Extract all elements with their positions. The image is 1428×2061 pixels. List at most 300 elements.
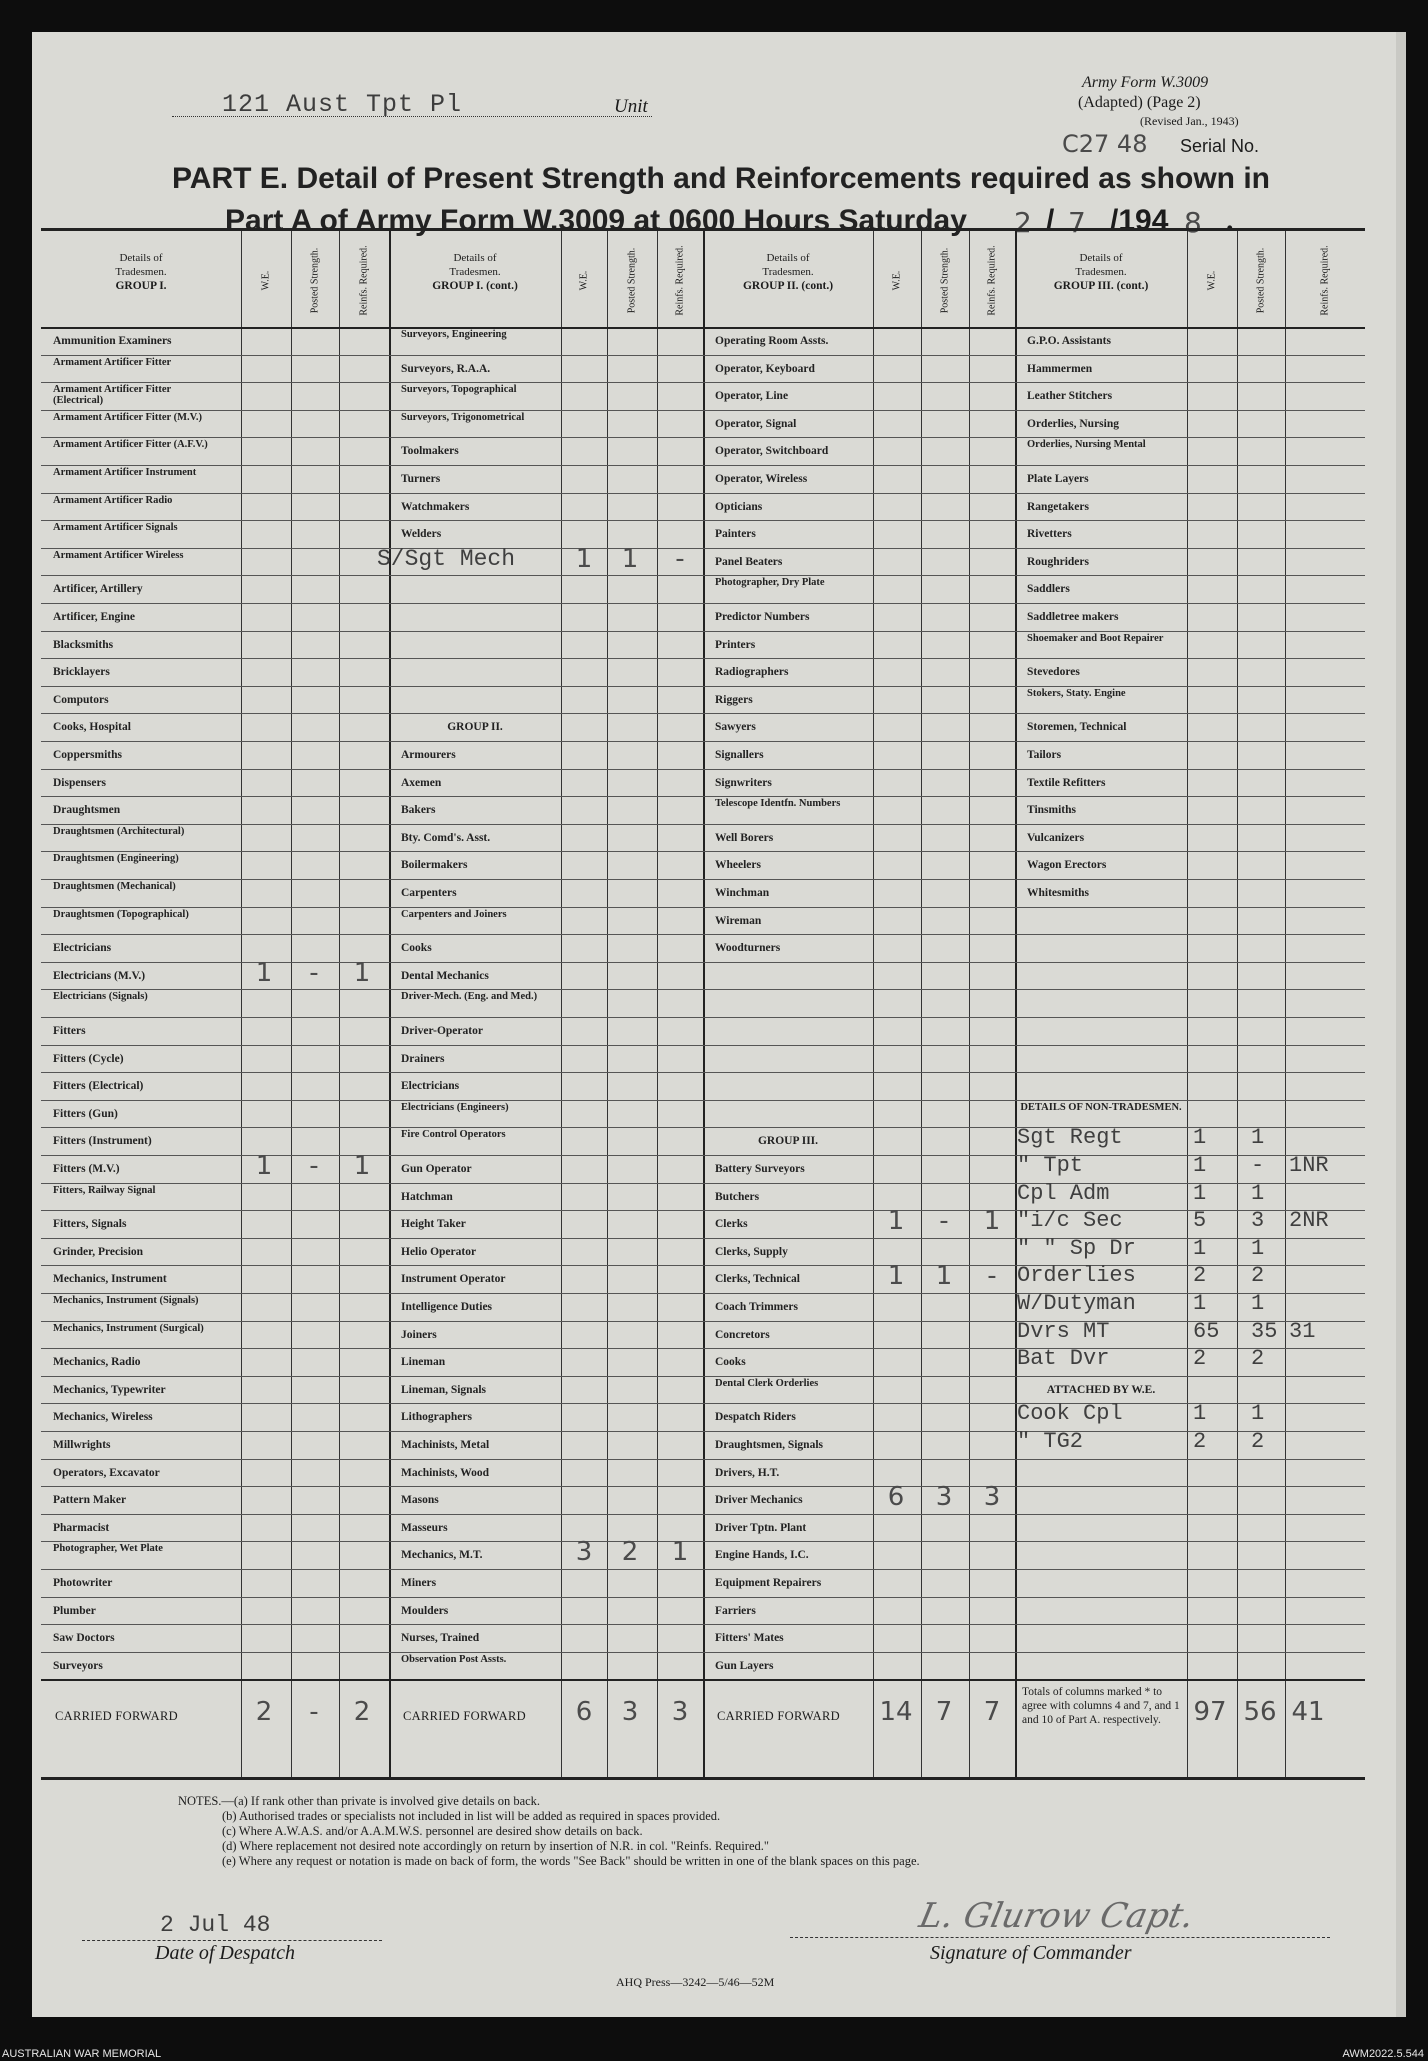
row-rule <box>41 465 1365 466</box>
row-rule <box>41 437 1365 438</box>
header-posted-text: Posted Strength. <box>626 247 638 313</box>
row-rule <box>41 1072 1365 1073</box>
non-tradesman-posted: - <box>1251 1153 1265 1178</box>
form-revised: (Revised Jan., 1943) <box>1140 114 1239 128</box>
row-label: Lineman, Signals <box>401 1383 486 1396</box>
carried-col2-we: 6 <box>575 1697 593 1728</box>
non-tradesman-posted: 3 <box>1251 1208 1265 1234</box>
attached-we: 2 <box>1193 1429 1207 1454</box>
row-label: Wheelers <box>715 859 761 872</box>
row-label: Intelligence Duties <box>401 1301 493 1313</box>
header-rule <box>41 327 1365 329</box>
row-rule <box>41 493 1365 494</box>
header-reinfs-text: Reinfs. Required. <box>358 244 370 316</box>
non-tradesman-we: 1 <box>1193 1125 1207 1151</box>
row-label: Driver Tptn. Plant <box>715 1521 807 1534</box>
row-label: Armament Artificer Fitter (M.V.) <box>53 411 202 423</box>
row-label: Fitters (Electrical) <box>53 1080 144 1093</box>
header-we-text: W.E. <box>260 270 272 290</box>
row-label: Clerks, Supply <box>715 1245 788 1258</box>
header-reinfs <box>657 237 703 323</box>
row-label: Mechanics, Radio <box>53 1356 141 1369</box>
row-label: Winchman <box>715 887 770 899</box>
row-label: Tailors <box>1027 749 1062 761</box>
row-label: Operator, Signal <box>715 417 797 430</box>
non-tradesman-we: 1 <box>1193 1180 1207 1206</box>
driver-mechanics-we: 6 <box>887 1482 905 1513</box>
row-label: Well Borers <box>715 831 774 844</box>
header-group: GROUP I. <box>115 280 167 292</box>
row-label: Electricians <box>53 942 112 955</box>
row-label: Armament Artificer Radio <box>53 494 173 506</box>
non-tradesman-we: 2 <box>1193 1346 1207 1372</box>
column-rule <box>703 231 705 1777</box>
row-label: Surveyors, R.A.A. <box>401 362 491 375</box>
row-rule <box>41 796 1365 797</box>
row-label: Mechanics, Instrument (Surgical) <box>53 1322 204 1334</box>
row-label: Operator, Line <box>715 390 789 403</box>
column-header-2 <box>389 231 561 321</box>
carried-forward-label-3: CARRIED FORWARD <box>717 1709 840 1724</box>
row-rule <box>41 1569 1365 1570</box>
form-number: Army Form W.3009 <box>1082 74 1209 91</box>
non-tradesman-posted: 1 <box>1251 1125 1265 1151</box>
row-label: Wagon Erectors <box>1027 859 1107 872</box>
row-rule <box>41 1210 1365 1211</box>
row-label: Carpenters and Joiners <box>401 908 507 920</box>
row-rule <box>41 1017 1365 1018</box>
attached-posted: 1 <box>1251 1401 1265 1427</box>
row-rule <box>41 1403 1365 1404</box>
header-we-text: W.E. <box>891 270 903 290</box>
non-tradesman-label: Cpl Adm <box>1017 1180 1110 1206</box>
row-label: Operator, Keyboard <box>715 362 815 375</box>
row-label: Plate Layers <box>1027 473 1089 485</box>
row-rule <box>41 1321 1365 1322</box>
clerks-posted: - <box>939 1206 949 1237</box>
row-label: Artificer, Artillery <box>53 583 143 596</box>
row-rule <box>41 1541 1365 1542</box>
row-label: Mechanics, Typewriter <box>53 1383 166 1396</box>
note-line: (b) Authorised trades or specialists not included in list will be added as required in spaces provided. <box>222 1809 721 1823</box>
form-title-line-2: Part A of Army Form W.3009 at 0600 Hours Saturday <box>225 204 967 237</box>
non-tradesman-we: 1 <box>1193 1153 1207 1178</box>
note-line: (d) Where replacement not desired note accordingly on return by insertion of N.R. in col. "Reinfs. Required." <box>222 1839 769 1853</box>
non-tradesman-label: Dvrs MT <box>1017 1318 1110 1344</box>
column-rule <box>1285 231 1286 1777</box>
row-label: Draughtsmen (Mechanical) <box>53 881 176 892</box>
row-label: Lithographers <box>401 1411 472 1424</box>
row-label: Opticians <box>715 500 763 513</box>
row-label: Surveyors <box>53 1659 103 1672</box>
date-dot: . <box>1226 204 1234 237</box>
header-posted <box>921 237 969 323</box>
electricians-mv-reinfs: 1 <box>353 957 371 988</box>
row-rule <box>41 1183 1365 1184</box>
row-label: Rivetters <box>1027 528 1072 541</box>
non-tradesman-reinfs: 1NR <box>1289 1153 1329 1178</box>
column-rule <box>389 231 391 1777</box>
row-label: Photographer, Dry Plate <box>715 577 825 589</box>
row-label: Clerks <box>715 1218 748 1231</box>
clerks-reinfs: 1 <box>983 1206 1001 1237</box>
row-rule <box>41 575 1365 576</box>
row-label: Signallers <box>715 749 764 761</box>
row-label: Surveyors, Engineering <box>401 329 507 340</box>
row-label: Bricklayers <box>53 666 110 679</box>
row-label: Grinder, Precision <box>53 1245 144 1258</box>
clerks-we: 1 <box>887 1206 905 1237</box>
row-label: Machinists, Wood <box>401 1466 489 1479</box>
row-label: Fitters (M.V.) <box>53 1163 120 1175</box>
note-line: NOTES.—(a) If rank other than private is involved give details on back. <box>178 1794 541 1808</box>
row-label: Mechanics, Instrument <box>53 1273 167 1286</box>
note-line: (c) Where A.W.A.S. and/or A.A.M.W.S. personnel are desired show details on back. <box>222 1824 643 1838</box>
row-rule <box>41 879 1365 880</box>
note-line: (e) Where any request or notation is made on back of form, the words "See Back" should be written in one of the blank spaces on this page. <box>222 1854 920 1868</box>
carried-col2-posted: 3 <box>621 1697 639 1728</box>
row-label: Orderlies, Nursing Mental <box>1027 439 1146 451</box>
date-separator: / <box>1046 204 1055 237</box>
row-label: Hammermen <box>1027 362 1093 375</box>
non-tradesman-label: W/Dutyman <box>1017 1291 1136 1316</box>
row-label: Stevedores <box>1027 666 1080 679</box>
header-tradesmen: Tradesmen. <box>762 266 814 278</box>
header-reinfs <box>339 237 389 323</box>
row-label: Nurses, Trained <box>401 1632 480 1645</box>
row-rule <box>41 989 1365 990</box>
row-label: Mechanics, M.T. <box>401 1549 483 1562</box>
row-label: ATTACHED BY W.E. <box>1046 1383 1156 1396</box>
archive-credit: AUSTRALIAN WAR MEMORIAL <box>2 2048 162 2060</box>
row-label: Operating Room Assts. <box>715 335 829 347</box>
row-label: Height Taker <box>401 1218 466 1231</box>
sgt-mech-we: 1 <box>575 543 593 574</box>
archive-reference: AWM2022.5.544 <box>1342 2048 1424 2060</box>
row-label: Stokers, Staty. Engine <box>1027 687 1126 699</box>
row-rule <box>41 1376 1365 1377</box>
header-tradesmen: Tradesmen. <box>115 266 167 278</box>
row-label: Armament Artificer Fitter (A.F.V.) <box>53 439 208 451</box>
row-label: Tinsmiths <box>1027 804 1077 817</box>
row-rule <box>41 824 1365 825</box>
header-posted-text: Posted Strength. <box>939 247 951 313</box>
total-posted: 56 <box>1243 1697 1277 1728</box>
header-we-text: W.E. <box>1206 270 1218 290</box>
row-rule <box>41 1459 1365 1460</box>
row-label: Driver-Mech. (Eng. and Med.) <box>401 991 538 1003</box>
row-rule <box>41 962 1365 963</box>
row-label: Fitters, Railway Signal <box>53 1184 156 1196</box>
row-label: Radiographers <box>715 666 789 679</box>
row-label: Butchers <box>715 1190 760 1203</box>
header-reinfs <box>1285 237 1365 323</box>
header-posted <box>1237 237 1285 323</box>
row-label: Operators, Excavator <box>53 1466 160 1479</box>
row-label: Printers <box>715 638 756 651</box>
header-tradesmen: Tradesmen. <box>1075 266 1127 278</box>
row-label: Plumber <box>53 1604 96 1617</box>
row-label: Pattern Maker <box>53 1494 127 1507</box>
row-label: Armament Artificer Instrument <box>53 467 197 478</box>
row-rule <box>41 769 1365 770</box>
row-label: Electricians (Signals) <box>53 991 148 1003</box>
date-month: 7 <box>1068 206 1086 239</box>
header-reinfs-text: Reinfs. Required. <box>674 244 686 316</box>
row-rule <box>41 603 1365 604</box>
row-label: Vulcanizers <box>1027 831 1085 844</box>
row-rule <box>41 1100 1365 1101</box>
header-posted-text: Posted Strength. <box>309 247 321 313</box>
row-label: Coppersmiths <box>53 749 123 761</box>
row-label: GROUP II. <box>447 721 503 734</box>
row-label: Engine Hands, I.C. <box>715 1549 809 1562</box>
unit-label: Unit <box>614 96 648 117</box>
non-tradesman-we: 1 <box>1193 1235 1207 1261</box>
row-label: DETAILS OF NON-TRADESMEN. <box>1020 1101 1182 1113</box>
row-label: Axemen <box>401 776 442 789</box>
row-rule <box>41 1293 1365 1294</box>
header-reinfs-text: Reinfs. Required. <box>986 244 998 316</box>
row-rule <box>41 1348 1365 1349</box>
non-tradesman-label: Bat Dvr <box>1017 1346 1110 1372</box>
commander-signature: L. Glurow Capt. <box>915 1896 1198 1936</box>
row-rule <box>41 1127 1365 1128</box>
row-rule <box>41 410 1365 411</box>
row-label: Watchmakers <box>401 500 470 513</box>
row-label: Woodturners <box>715 942 781 955</box>
carried-col1-reinfs: 2 <box>353 1697 371 1728</box>
attached-label: Cook Cpl <box>1017 1401 1123 1427</box>
row-label: Dental Mechanics <box>401 969 489 982</box>
row-rule <box>41 1652 1365 1653</box>
column-rule <box>657 231 658 1777</box>
row-label: Draughtsmen <box>53 804 121 817</box>
row-rule <box>41 1238 1365 1239</box>
row-rule <box>41 1265 1365 1266</box>
row-label: Surveyors, Trigonometrical <box>401 411 525 423</box>
header-we <box>561 237 607 323</box>
row-label: Saddlers <box>1027 583 1070 596</box>
header-posted <box>291 237 339 323</box>
non-tradesman-posted: 1 <box>1251 1180 1265 1206</box>
row-label: Mechanics, Wireless <box>53 1411 153 1424</box>
non-tradesman-posted: 35 <box>1251 1318 1278 1344</box>
row-label: Masons <box>401 1494 439 1507</box>
serial-label: Serial No. <box>1180 136 1260 156</box>
row-rule <box>41 1155 1365 1156</box>
row-label: Saw Doctors <box>53 1632 115 1645</box>
row-label: GROUP III. <box>757 1135 819 1148</box>
header-details: Details of <box>766 252 810 264</box>
non-tradesman-posted: 1 <box>1251 1291 1265 1316</box>
carried-forward-label-1: CARRIED FORWARD <box>55 1709 178 1724</box>
row-label: Toolmakers <box>401 445 459 458</box>
row-label: Panel Beaters <box>715 555 783 568</box>
row-label: Mechanics, Instrument (Signals) <box>53 1295 199 1306</box>
row-label: Blacksmiths <box>53 638 114 651</box>
row-label: Operator, Wireless <box>715 473 808 485</box>
header-tradesmen: Tradesmen. <box>449 266 501 278</box>
mechanics-mt-reinfs: 1 <box>671 1537 689 1568</box>
row-label: G.P.O. Assistants <box>1027 335 1111 347</box>
row-label: Bakers <box>401 804 436 817</box>
row-label: Drainers <box>401 1052 445 1065</box>
column-rule <box>873 231 874 1777</box>
carried-col3-posted: 7 <box>935 1697 953 1728</box>
header-we <box>1187 237 1237 323</box>
row-rule <box>41 1431 1365 1432</box>
strength-table <box>41 228 1365 1780</box>
carried-col1-we: 2 <box>255 1697 273 1728</box>
header-we-text: W.E. <box>578 270 590 290</box>
despatch-underline <box>82 1940 382 1941</box>
row-label: Draughtsmen (Architectural) <box>53 825 185 837</box>
mechanics-mt-posted: 2 <box>621 1537 639 1568</box>
row-rule <box>41 631 1365 632</box>
date-year-handwritten: 8 <box>1184 206 1202 239</box>
row-label: Wireman <box>715 914 762 927</box>
row-label: Concretors <box>715 1328 770 1341</box>
row-label: Storemen, Technical <box>1027 721 1127 734</box>
total-we: 97 <box>1193 1697 1227 1728</box>
electricians-mv-posted: - <box>309 957 319 988</box>
row-label: Observation Post Assts. <box>401 1653 507 1665</box>
row-label: Miners <box>401 1577 437 1589</box>
row-label: Electricians (Engineers) <box>401 1101 509 1113</box>
serial-value: C27 48 <box>1062 130 1148 158</box>
row-label: Cooks <box>401 942 432 955</box>
row-rule <box>41 658 1365 659</box>
row-rule <box>41 1045 1365 1046</box>
row-label: Ammunition Examiners <box>53 335 172 347</box>
header-details: Details of <box>453 252 497 264</box>
column-rule <box>339 231 340 1777</box>
row-label: Coach Trimmers <box>715 1301 798 1313</box>
row-label: Photowriter <box>53 1577 113 1589</box>
row-label: Signwriters <box>715 776 772 789</box>
row-label: Carpenters <box>401 887 457 899</box>
non-tradesman-we: 1 <box>1193 1291 1207 1316</box>
unit-underline <box>172 116 652 117</box>
header-details: Details of <box>1079 252 1123 264</box>
row-label: Fitters (Cycle) <box>53 1052 124 1065</box>
row-label: Rangetakers <box>1027 500 1089 513</box>
row-label: Roughriders <box>1027 555 1089 568</box>
unit-value: 121 Aust Tpt Pl <box>222 90 463 119</box>
carried-col2-reinfs: 3 <box>671 1697 689 1728</box>
row-label: Fitters (Gun) <box>53 1107 118 1120</box>
row-label: Pharmacist <box>53 1521 110 1534</box>
row-label: Driver Mechanics <box>715 1494 803 1507</box>
column-rule <box>241 231 242 1777</box>
row-label: Photographer, Wet Plate <box>53 1543 163 1555</box>
non-tradesman-posted: 1 <box>1251 1235 1265 1261</box>
non-tradesman-posted: 2 <box>1251 1346 1265 1372</box>
row-label: Draughtsmen (Engineering) <box>53 853 179 865</box>
row-label: Painters <box>715 528 756 541</box>
row-label: Draughtsmen (Topographical) <box>53 908 189 920</box>
driver-mechanics-posted: 3 <box>935 1482 953 1513</box>
form-title-line-1: PART E. Detail of Present Strength and Reinforcements required as shown in <box>172 162 1270 195</box>
row-label: Turners <box>401 473 441 485</box>
row-label: Welders <box>401 528 442 541</box>
electricians-mv-we: 1 <box>255 957 273 988</box>
header-reinfs-text: Reinfs. Required. <box>1319 244 1331 316</box>
row-label: Dispensers <box>53 776 107 789</box>
row-label: Battery Surveyors <box>715 1163 805 1175</box>
sgt-mech-reinfs: - <box>675 543 685 574</box>
despatch-date-value: 2 Jul 48 <box>160 1912 271 1938</box>
row-label: Operator, Switchboard <box>715 445 829 458</box>
row-label: Helio Operator <box>401 1245 477 1258</box>
row-label: Drivers, H.T. <box>715 1466 780 1479</box>
row-label: Leather Stitchers <box>1027 390 1113 403</box>
row-label: Sawyers <box>715 721 756 734</box>
row-label: Whitesmiths <box>1027 887 1089 899</box>
notes-block <box>178 1794 1328 1869</box>
row-label: Despatch Riders <box>715 1411 796 1424</box>
row-rule <box>41 520 1365 521</box>
row-label: Fire Control Operators <box>401 1129 506 1141</box>
row-rule <box>41 741 1365 742</box>
row-label: Clerks, Technical <box>715 1273 800 1286</box>
fitters-mv-we: 1 <box>255 1151 273 1181</box>
driver-mechanics-reinfs: 3 <box>983 1482 1001 1513</box>
row-label: Boilermakers <box>401 859 468 872</box>
header-group: GROUP I. (cont.) <box>432 280 518 292</box>
totals-note: Totals of columns marked * to agree with columns 4 and 7, and 1 and 10 of Part A. respectively. <box>1022 1686 1180 1727</box>
signature-label: Signature of Commander <box>930 1942 1132 1964</box>
date-day: 2 <box>1014 206 1032 239</box>
row-label: Telescope Identfn. Numbers <box>715 798 841 810</box>
column-rule <box>607 231 608 1777</box>
row-label: Artificer, Engine <box>53 611 135 623</box>
row-rule <box>41 1624 1365 1625</box>
row-rule <box>41 686 1365 687</box>
row-label: Fitters, Signals <box>53 1218 127 1231</box>
row-label: Shoemaker and Boot Repairer <box>1027 632 1164 644</box>
row-label: Armament Artificer Fitter <box>53 356 172 368</box>
row-label: Riggers <box>715 693 753 706</box>
carried-col1-posted: - <box>309 1697 319 1728</box>
attached-posted: 2 <box>1251 1429 1265 1454</box>
row-label: Gun Operator <box>401 1163 472 1175</box>
attached-label: " TG2 <box>1017 1429 1084 1454</box>
despatch-label: Date of Despatch <box>155 1942 295 1964</box>
row-label: Lineman <box>401 1356 446 1369</box>
column-rule <box>1015 231 1017 1777</box>
row-rule <box>41 382 1365 383</box>
row-label: Hatchman <box>401 1190 453 1203</box>
non-tradesman-reinfs: 2NR <box>1289 1208 1329 1234</box>
attached-we: 1 <box>1193 1401 1207 1427</box>
carried-forward-rule <box>41 1679 1365 1681</box>
fitters-mv-posted: - <box>309 1151 319 1181</box>
header-group: GROUP III. (cont.) <box>1053 280 1149 292</box>
non-tradesman-label: Sgt Regt <box>1017 1125 1123 1151</box>
row-label: Fitters <box>53 1025 86 1037</box>
row-label: Armament Artificer Wireless <box>53 549 184 561</box>
row-label: Instrument Operator <box>401 1273 506 1286</box>
row-label: Cooks, Hospital <box>53 721 131 734</box>
row-label: Surveyors, Topographical <box>401 384 517 396</box>
column-rule <box>291 231 292 1777</box>
row-label: Draughtsmen, Signals <box>715 1439 823 1451</box>
fitters-mv-reinfs: 1 <box>353 1151 371 1181</box>
row-rule <box>41 1597 1365 1598</box>
row-label: Cooks <box>715 1356 746 1369</box>
